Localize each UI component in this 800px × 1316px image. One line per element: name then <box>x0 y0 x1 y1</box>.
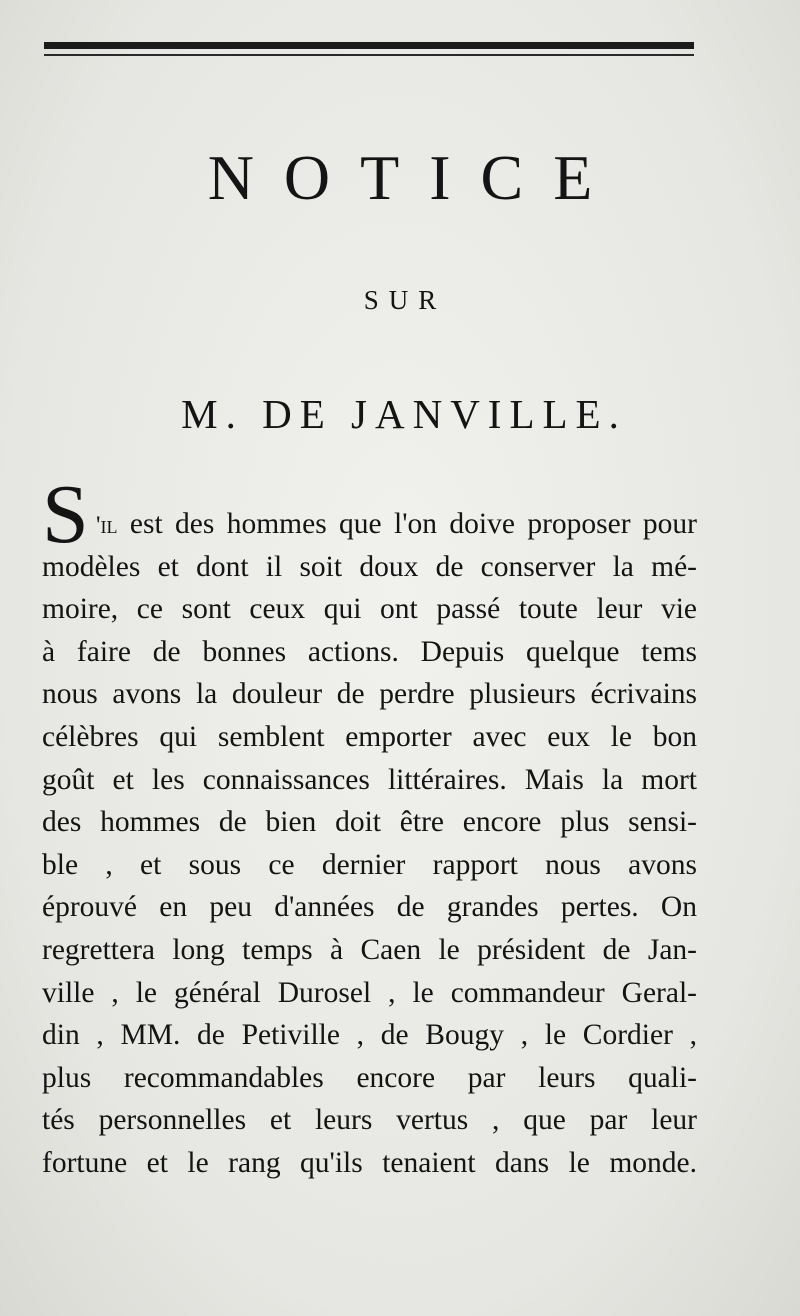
first-line <box>42 468 697 561</box>
header-rule-thin <box>44 54 694 56</box>
text-line: éprouvé en peu d'années de grandes pertes. On <box>42 891 697 924</box>
text-line: célèbres qui semblent emporter avec eux le bon <box>42 720 697 753</box>
text-line: goût et les connaissances littéraires. Mais la mort <box>42 763 697 796</box>
header-rule-thick <box>44 42 694 49</box>
text-line: ville , le général Durosel , le commandeur Geral- <box>42 976 697 1009</box>
first-line-smallcaps: 'il <box>96 512 118 539</box>
first-line-rest: est des hommes que l'on doive proposer pour <box>117 508 697 540</box>
text-line: tés personnelles et leurs vertus , que par leur <box>42 1104 697 1137</box>
text-line: des hommes de bien doit être encore plus sensi- <box>42 806 697 839</box>
text-line: plus recommandables encore par leurs quali- <box>42 1061 697 1094</box>
text-line: regrettera long temps à Caen le président de Jan- <box>42 933 697 966</box>
text-line: fortune et le rang qu'ils tenaient dans le monde. <box>42 1146 697 1179</box>
notice-body <box>42 468 697 1185</box>
text-line: din , MM. de Petiville , de Bougy , le Cordier , <box>42 1019 697 1052</box>
text-line: nous avons la douleur de perdre plusieurs écrivains <box>42 678 697 711</box>
notice-subtitle: SUR <box>363 285 447 315</box>
subject-name: M. DE JANVILLE. <box>181 391 627 437</box>
first-line-text <box>96 503 697 548</box>
text-line: à faire de bonnes actions. Depuis quelque tems <box>42 635 697 668</box>
text-line: moire, ce sont ceux qui ont passé toute leur vie <box>42 593 697 626</box>
text-line: ble , et sous ce dernier rapport nous avons <box>42 848 697 881</box>
drop-cap: S <box>42 468 89 561</box>
text-line: modèles et dont il soit doux de conserver la mé- <box>42 550 697 583</box>
notice-title: NOTICE <box>207 142 623 213</box>
